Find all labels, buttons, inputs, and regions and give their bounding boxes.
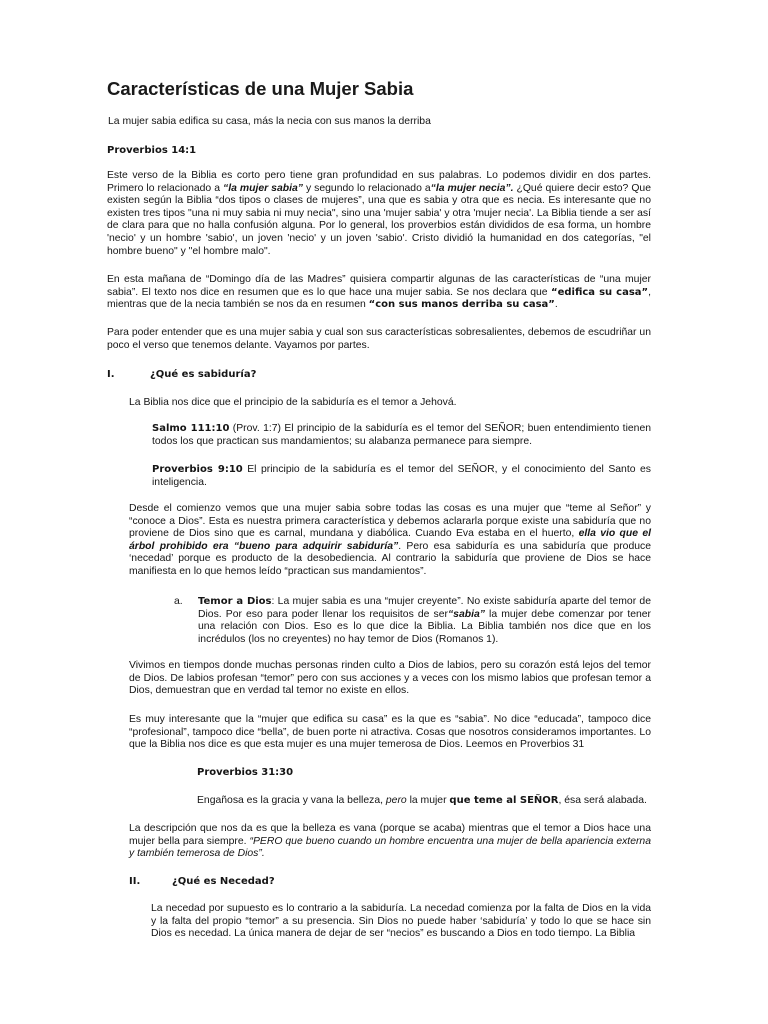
quote-p31-text-c: la mujer xyxy=(406,795,450,806)
list-item-a-marker: a. xyxy=(174,596,183,607)
paragraph-beauty-vain xyxy=(129,823,651,861)
quote-salmo-111-reference: Salmo 111:10 xyxy=(152,423,230,434)
quote-proverbios-9 xyxy=(152,464,651,489)
quote-salmo-111-text: (Prov. 1:7) El principio de la sabiduría es el temor del SEÑOR; buen entendimiento tienen todos los que practican sus mandamientos; su alabanza permanece para siempre. xyxy=(152,423,651,447)
list-item-a-text-a: : La mujer sabia es una “mujer creyente”. No existe sabiduría aparte del temor de Dios. Por eso para poder llenar los requisitos de ser xyxy=(198,596,651,620)
quote-salmo-111 xyxy=(152,423,651,448)
p1-text-c: y segundo lo relacionado a xyxy=(302,182,431,194)
p2-text-c: , mientras que de la necia también se nos da en resumen xyxy=(107,286,651,311)
p2-emphasis-builds: “edifica su casa” xyxy=(551,286,649,298)
quote-p31-emphasis: que teme al SEÑOR xyxy=(449,795,559,806)
quote-proverbios-31 xyxy=(197,795,651,808)
quote-proverbios-9-text: El principio de la sabiduría es el temor del SEÑOR, y el conocimiento del Santo es inteligencia. xyxy=(152,464,651,488)
p7-text-a: La descripción que nos da es que la belleza es vana (porque se acaba) mientras que el temor a Dios hace una mujer bella para siempre. xyxy=(129,823,651,847)
list-item-a xyxy=(198,596,651,646)
p4-text-a: Desde el comienzo vemos que una mujer sabia sobre todas las cosas es una mujer que “teme al Señor” y “conoce a Dios”. Esta es nuestra primera característica y debemos aclararla porque existe una sabiduría que no proviene de Dios sino que es carnal, mundana y diabólica. Cuando Eva estaba en el huerto, xyxy=(129,503,651,540)
section-1-heading: ¿Qué es sabiduría? xyxy=(150,369,257,380)
section-1-number: I. xyxy=(107,369,115,380)
p1-text-e: ¿Qué quiere decir esto? Que existen según la Biblia “dos tipos o clases de mujeres”, una que es sabia y otra que es necia. Es interesante que no existen tres tipos "una ni muy sabia ni muy necia", sino una 'mujer sabia' y otra 'mujer necia'. La Biblia tiende a ser así de clara para que no halla confusión alguna. Por lo general, los proverbios están divididos de esa forma, un hombre 'necio' y un hombre 'sabio', un joven 'necio' y un joven 'sabio'. Cristo dividió la humanidad en dos categorías, "el hombre bueno" y "el hombre malo". xyxy=(107,182,651,257)
subtitle-verse: La mujer sabia edifica su casa, más la necia con sus manos la derriba xyxy=(108,116,431,127)
paragraph-approach: Para poder entender que es una mujer sabia y cual son sus características sobresalientes, debemos de escudriñar un poco el verso que tenemos delante. Vayamos por partes. xyxy=(107,327,651,351)
p2-text-a: En esta mañana de “Domingo día de las Madres” quisiera compartir algunas de las características de “una mujer sabia”. El texto nos dice en resumen que es lo que hace una mujer sabia. Se nos declara que xyxy=(107,274,651,298)
quote-p31-pero: pero xyxy=(385,795,407,806)
paragraph-mothers-day xyxy=(107,274,651,312)
p1-emphasis-wise: “la mujer sabia” xyxy=(223,182,303,194)
p1-text-a: Este verso de la Biblia es corto pero tiene gran profundidad en sus palabras. Lo podemos dividir en dos partes. Primero lo relacionado a xyxy=(107,170,651,194)
quote-proverbios-9-reference: Proverbios 9:10 xyxy=(152,464,243,475)
quote-p31-text-a: Engañosa es la gracia y vana la belleza, xyxy=(197,795,386,806)
list-item-a-label: Temor a Dios xyxy=(198,596,272,607)
p7-italic-quote: “PERO que bueno cuando un hombre encuentra una mujer de bella apariencia externa y también temerosa de Dios”. xyxy=(129,835,651,860)
reference-proverbios-14-1: Proverbios 14:1 xyxy=(107,145,197,156)
quote-p31-text-e: , ésa será alabada. xyxy=(558,795,647,806)
paragraph-fear-of-god xyxy=(129,503,651,579)
paragraph-not-educated: Es muy interesante que la “mujer que edifica su casa” es la que es “sabia”. No dice “educada”, tampoco dice “profesional”, tampoco dice “bella”, de buen porte ni atractiva. Cosas que nosotros consideramos importantes. Lo que la Biblia nos dice es que esta mujer es una mujer temerosa de Dios. Leemos en Proverbios 31 xyxy=(129,714,651,751)
document-title: Características de una Mujer Sabia xyxy=(107,78,414,99)
p1-emphasis-foolish: “la mujer necia”. xyxy=(430,182,514,194)
p4-text-c: . Pero esa sabiduría es una sabiduría que produce ‘necedad’ porque es producto de la desobediencia. Al contrario la sabiduría que proviene de Dios se hace manifiesta en lo que hemos leído “practican sus mandamientos”. xyxy=(129,540,651,577)
paragraph-foolishness: La necedad por supuesto es lo contrario a la sabiduría. La necedad comienza por la falta de Dios en la vida y la falta del propio “temor” a su presencia. Sin Dios no puede haber ‘sabiduría’ y todo lo que se hace sin Dios es necedad. La única manera de dejar de ser “necios” es buscando a Dios en todo tiempo. La Biblia xyxy=(151,903,651,940)
p2-text-e: . xyxy=(554,299,558,311)
list-item-a-text-c: la mujer debe comenzar por tener una relación con Dios. Eso es lo que dice la Biblia. La Biblia también nos dice que en los incrédulos (los no creyentes) no hay temor de Dios (Romanos 1). xyxy=(198,608,652,645)
section-1-intro: La Biblia nos dice que el principio de la sabiduría es el temor a Jehová. xyxy=(129,397,457,408)
paragraph-intro xyxy=(107,170,651,258)
paragraph-lip-service: Vivimos en tiempos donde muchas personas rinden culto a Dios de labios, pero su corazón está lejos del temor de Dios. De labios profesan “temor” pero con sus acciones y a veces con los mismo labios que profesan temor a Dios, demuestran que en verdad tal temor no existe en ellos. xyxy=(129,660,651,697)
section-2-heading: ¿Qué es Necedad? xyxy=(172,876,275,887)
p4-emphasis-eve: ella vio que el árbol prohibido era “bueno para adquirir sabiduría” xyxy=(129,528,651,552)
list-item-a-emphasis: “sabia” xyxy=(447,608,485,620)
reference-proverbios-31-30: Proverbios 31:30 xyxy=(197,767,294,778)
p2-emphasis-tears-down: “con sus manos derriba su casa” xyxy=(368,299,555,311)
section-2-number: II. xyxy=(129,876,141,887)
